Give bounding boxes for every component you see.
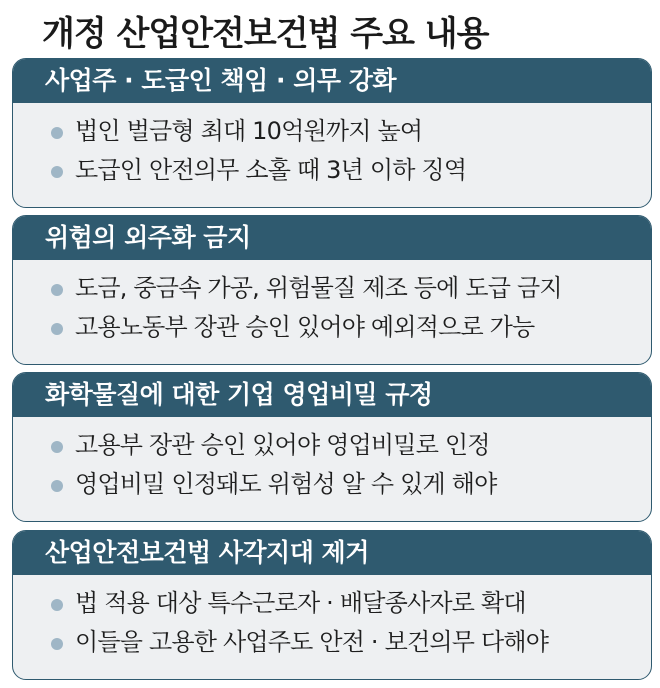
bullet-icon xyxy=(51,441,63,453)
list-item xyxy=(13,465,651,504)
section-heading: 위험의 외주화 금지 xyxy=(13,216,651,260)
list-item xyxy=(13,112,651,151)
section-body xyxy=(13,575,651,662)
section-blind-spot xyxy=(12,530,652,680)
list-item xyxy=(13,308,651,347)
list-item-text: 이들을 고용한 사업주도 안전 · 보건의무 다해야 xyxy=(75,628,549,656)
list-item-text: 영업비밀 인정돼도 위험성 알 수 있게 해야 xyxy=(75,470,497,498)
section-trade-secret xyxy=(12,372,652,522)
list-item xyxy=(13,623,651,662)
bullet-icon xyxy=(51,323,63,335)
list-item xyxy=(13,426,651,465)
section-heading: 화학물질에 대한 기업 영업비밀 규정 xyxy=(13,373,651,417)
list-item-text: 도급인 안전의무 소홀 때 3년 이하 징역 xyxy=(75,156,467,184)
bullet-icon xyxy=(51,480,63,492)
section-outsourcing xyxy=(12,215,652,365)
bullet-icon xyxy=(51,127,63,139)
bullet-icon xyxy=(51,284,63,296)
list-item xyxy=(13,584,651,623)
section-heading: 산업안전보건법 사각지대 제거 xyxy=(13,531,651,575)
section-responsibility xyxy=(12,58,652,208)
bullet-icon xyxy=(51,599,63,611)
list-item xyxy=(13,269,651,308)
section-body xyxy=(13,103,651,190)
page-title: 개정 산업안전보건법 주요 내용 xyxy=(42,14,489,54)
section-heading: 사업주 · 도급인 책임 · 의무 강화 xyxy=(13,59,651,103)
bullet-icon xyxy=(51,638,63,650)
list-item-text: 고용부 장관 승인 있어야 영업비밀로 인정 xyxy=(75,431,490,459)
section-body xyxy=(13,417,651,504)
list-item-text: 고용노동부 장관 승인 있어야 예외적으로 가능 xyxy=(75,313,535,341)
list-item-text: 법 적용 대상 특수근로자 · 배달종사자로 확대 xyxy=(75,589,526,617)
list-item-text: 법인 벌금형 최대 10억원까지 높여 xyxy=(75,117,423,145)
section-body xyxy=(13,260,651,347)
list-item-text: 도금, 중금속 가공, 위험물질 제조 등에 도급 금지 xyxy=(75,274,562,302)
list-item xyxy=(13,151,651,190)
bullet-icon xyxy=(51,166,63,178)
